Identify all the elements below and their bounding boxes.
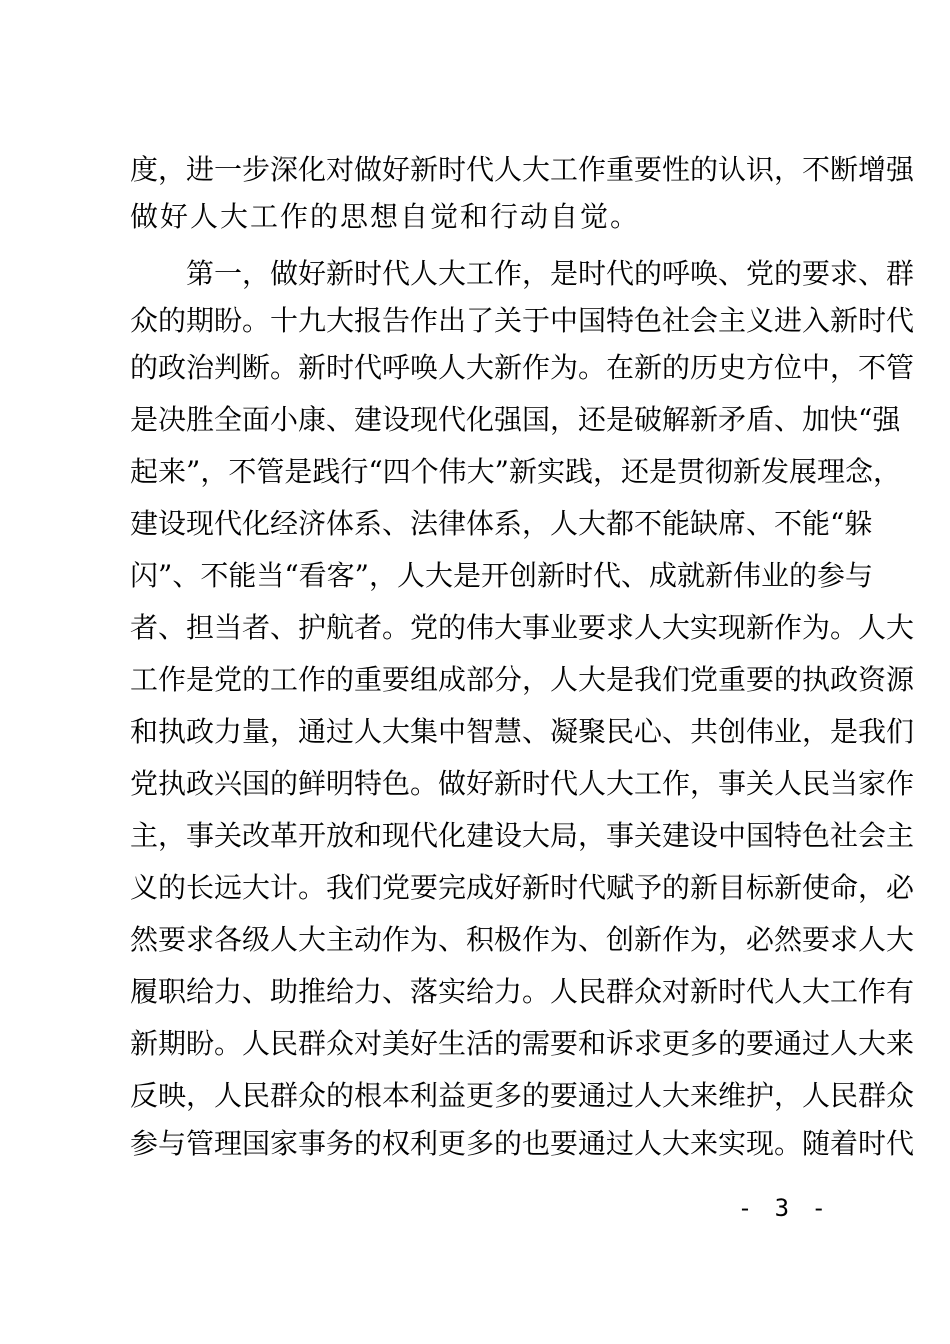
text-line-18: 新期盼。人民群众对美好生活的需要和诉求更多的要通过人大来 — [130, 1027, 915, 1060]
text-line-16: 然要求各级人大主动作为、积极作为、创新作为，必然要求人大 — [130, 923, 915, 956]
text-line-12: 和执政力量，通过人大集中智慧、凝聚民心、共创伟业，是我们 — [130, 715, 915, 748]
text-line-6: 是决胜全面小康、建设现代化强国，还是破解新矛盾、加快“强 — [130, 403, 901, 436]
text-line-2: 做好人大工作的思想自觉和行动自觉。 — [130, 200, 641, 233]
text-line-19: 反映，人民群众的根本利益更多的要通过人大来维护，人民群众 — [130, 1079, 915, 1112]
text-line-14: 主，事关改革开放和现代化建设大局，事关建设中国特色社会主 — [130, 819, 915, 852]
text-line-4: 众的期盼。十九大报告作出了关于中国特色社会主义进入新时代 — [130, 304, 915, 337]
text-line-5: 的政治判断。新时代呼唤人大新作为。在新的历史方位中，不管 — [130, 351, 915, 384]
text-line-1: 度，进一步深化对做好新时代人大工作重要性的认识，不断增强 — [130, 153, 915, 186]
text-line-13: 党执政兴国的鲜明特色。做好新时代人大工作，事关人民当家作 — [130, 767, 915, 800]
text-line-3: 第一，做好新时代人大工作，是时代的呼唤、党的要求、群 — [186, 257, 915, 290]
text-line-9: 闪”、不能当“看客”，人大是开创新时代、成就新伟业的参与 — [130, 559, 873, 592]
text-line-20: 参与管理国家事务的权利更多的也要通过人大来实现。随着时代 — [130, 1127, 915, 1160]
page-number: - 3 - — [737, 1194, 830, 1222]
text-line-8: 建设现代化经济体系、法律体系，人大都不能缺席、不能“躲 — [130, 507, 873, 540]
text-line-7: 起来”，不管是践行“四个伟大”新实践，还是贯彻新发展理念， — [130, 455, 901, 488]
text-line-17: 履职给力、助推给力、落实给力。人民群众对新时代人大工作有 — [130, 975, 915, 1008]
text-line-11: 工作是党的工作的重要组成部分，人大是我们党重要的执政资源 — [130, 663, 915, 696]
text-line-15: 义的长远大计。我们党要完成好新时代赋予的新目标新使命，必 — [130, 871, 915, 904]
text-line-10: 者、担当者、护航者。党的伟大事业要求人大实现新作为。人大 — [130, 611, 915, 644]
